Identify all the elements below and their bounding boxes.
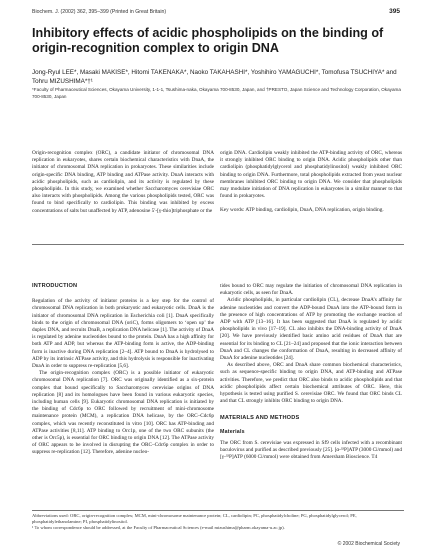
footnotes: [32, 513, 404, 532]
section-divider: [32, 244, 404, 245]
author-list: Jong-Ryul LEE*, Masaki MAKISE*, Hitomi TAKENAKA*, Naoko TAKAHASHI*, Yoshihiro YAMAGUCHI*, Tomofusa TSUCHIYA* and Tohru MIZUSHIMA*†¹: [32, 69, 397, 85]
article-title: Inhibitory effects of acidic phospholipids on the binding of origin-recognition complex to origin DNA: [32, 26, 384, 55]
abstract-text-right: origin DNA. Cardiolipin weakly inhibited the ATP-binding activity of ORC, whereas it strongly inhibited ORC binding to origin DNA. Acidic phospholipids other than cardiolipin (phosphatidylglycerol and phosphatidylinositol) weakly inhibited ORC binding to origin DNA. Furthermore, total phospholipids extracted from yeast nuclear membranes inhibited ORC binding to origin DNA. We consider that phospholipids may modulate initiation of DNA replication in eukaryotes in a similar manner to that found in prokaryotes.: [220, 150, 402, 200]
right-paragraph-1: tides bound to ORC may regulate the initiation of chromosomal DNA replication in eukaryotic cells, as seen for DnaA.: [220, 283, 402, 297]
abstract-text-left: Origin-recognition complex (ORC), a candidate initiator of chromosomal DNA replication in eukaryotes, shares certain biochemical characteristics with DnaA, the initiator of chromosomal DNA replication in prokaryotes. These similarities include origin-specific DNA binding, ATP binding and ATPase activity. DnaA interacts with acidic phospholipids, such as cardiolipin, and its activity is regulated by these phospholipids. In this study, we examined whether Saccharomyces cerevisiae ORC also interacts with phospholipids. Among the various phospholipids tested, ORC was found to bind specifically to cardiolipin. This binding was inhibited by excess concentrations of salts but unaffected by ATP, adenosine 5′-[γ-thio]triphosphate or the: [32, 150, 214, 214]
abstract-left: [32, 150, 214, 215]
affiliation: *Faculty of Pharmaceutical Sciences, Okayama University, 1-1-1, Tsushima-naka, Okayama 700-8530, Japan, and †PRESTO, Japan Science and Technology Corporation, Okayama 700-8530, Japan: [32, 87, 401, 99]
body-column-right: [220, 283, 402, 461]
copyright: © 2002 Biochemical Society: [337, 541, 400, 547]
right-paragraph-3: As described above, ORC and DnaA share common biochemical characteristics, such as sequence-specific binding to origin DNA, and ATP-binding and ATPase activities. Therefore, we predict that ORC also binds to acidic phospholipids and that acidic phospholipids affect certain biochemical attributes of ORC. Here, this hypothesis is tested using purified S. cerevisiae ORC. We found that ORC binds CL and that CL strongly inhibits ORC binding to origin DNA.: [220, 362, 402, 405]
footnote-correspondence: ¹ To whom correspondence should be addressed, at the Faculty of Pharmaceutical Sciences (e-mail mizushima@pharm.okayama-u.ac.jp).: [32, 525, 285, 531]
materials-paragraph: The ORC from S. cerevisiae was expressed in Sf9 cells infected with a recombinant baculovirus and purified as described previously [25]. [α-³²P]ATP (3000 Ci/mmol) and [γ-³²P]ATP (6000 Ci/mmol) were obtained from Amersham Bioscience. T4: [220, 439, 402, 461]
footnote-abbreviations: Abbreviations used: ORC, origin-recognition complex; MCM, mini-chromosome maintenance protein; CL, cardiolipin; PC, phosphatidylcholine; PG, phosphatidylglycerol; PE, phosphatidylethanolamine; PI, phosphatidylinositol.: [32, 513, 357, 525]
introduction-heading: INTRODUCTION: [32, 283, 78, 289]
footnote-divider: [32, 510, 404, 511]
running-head: Biochem. J. (2002) 362, 395–399 (Printed in Great Britain): [32, 9, 167, 15]
materials-heading: Materials: [220, 428, 245, 435]
page-number: 395: [389, 8, 400, 15]
body-column-left: [32, 283, 214, 457]
right-paragraph-2: Acidic phospholipids, in particular cardiolipin (CL), decrease DnaA’s affinity for adenine nucleotides and convert the ADP-bound DnaA into the ATP-bound form in the presence of high concentrations of ATP by promoting the exchange reaction of ADP with ATP [13–16]. It has been suggested that DnaA is regulated by acidic phospholipids in vivo [17–19]. CL also inhibits the DNA-binding activity of DnaA [20]. We have previously identified basic amino acid residues of DnaA that are essential for its binding to CL [21–24] and proposed that the ionic interaction between DnaA and CL changes the conformation of DnaA, resulting in decreased affinity of DnaA for adenine nucleotides [24].: [220, 297, 402, 362]
keywords: Key words: ATP binding, cardiolipin, DnaA, DNA replication, origin binding.: [220, 207, 384, 214]
abstract-right: [220, 150, 402, 215]
methods-heading: MATERIALS AND METHODS: [220, 415, 300, 422]
intro-paragraph-2: The origin-recognition complex (ORC) is a possible initiator of eukaryotic chromosomal DNA replication [7]. ORC was originally identified as a six-protein complex that bound specifically to Saccharomyces cerevisiae origins of DNA replication [8] and its homologues have been found in various eukaryotic species, including human cells [9]. Eukaryotic chromosomal DNA replication is initiated by the binding of Cdc6p to ORC followed by recruitment of mini-chromosome maintenance protein (MCM), a replication DNA helicase, by the ORC–Cdc6p complex, which was recently reconstituted in vitro [10]. ORC has ATP-binding and ATPase activities [8,11]. ATP binding to Orc1p, one of the two ORC subunits (the other is Orc5p), is essential for ORC binding to origin DNA [12]. The ATPase activity of ORC appears to be involved in disrupting the ORC–Cdc6p complex in order to suppress re-replication [12]. Therefore, adenine nucleo-: [32, 370, 214, 456]
intro-paragraph-1: Regulation of the activity of initiator proteins is a key step for the control of chromosomal DNA replication in both prokaryotic and eukaryotic cells. DnaA is the initiator of chromosomal DNA replication in Escherichia coli [1]. DnaA specifically binds to the origin of chromosomal DNA (oriC), forms oligomers to ‘open up’ the duplex DNA, and recruits DnaB, a replication DNA helicase [1]. The activity of DnaA is regulated by adenine nucleotides bound to the protein. DnaA has a high affinity for both ATP and ADP, but whereas the ATP-binding form is active, the ADP-binding form is inactive during DNA replication [2–4]. ATP bound to DnaA is hydrolysed to ADP by its intrinsic ATPase activity, and this hydrolysis is responsible for inactivating DnaA in order to suppress re-replication [5,6].: [32, 298, 214, 370]
